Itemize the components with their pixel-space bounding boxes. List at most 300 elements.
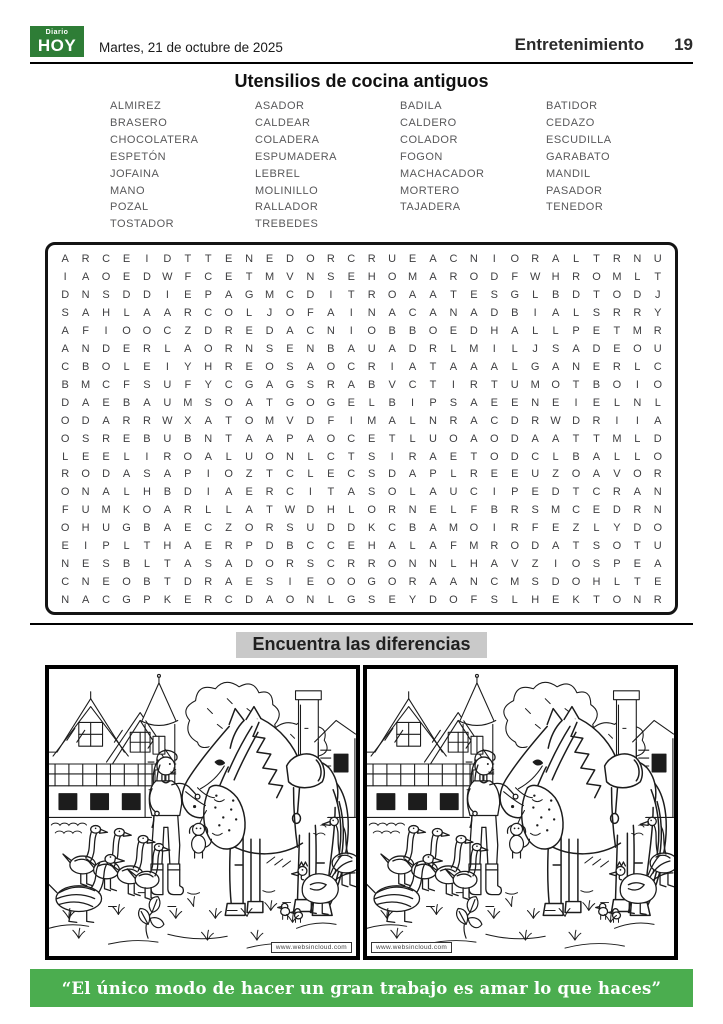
section-divider [30, 623, 693, 625]
grid-letter: D [245, 594, 254, 607]
grid-letter: F [470, 594, 478, 607]
grid-letter: B [511, 307, 519, 320]
grid-letter: H [367, 271, 376, 284]
grid-letter: E [61, 540, 69, 553]
grid-letter: N [306, 594, 315, 607]
logo-main-text: HOY [37, 36, 77, 55]
grid-letter: L [634, 360, 641, 373]
grid-letter: P [184, 468, 192, 481]
grid-letter: O [653, 378, 663, 391]
grid-letter: R [408, 450, 417, 463]
grid-letter: C [204, 307, 213, 320]
grid-letter: C [408, 307, 417, 320]
grid-letter: H [163, 540, 172, 553]
grid-letter: R [142, 414, 151, 427]
grid-letter: R [531, 253, 540, 266]
grid-letter: S [102, 558, 110, 571]
grid-letter: A [306, 360, 315, 373]
grid-letter: O [510, 540, 520, 553]
grid-letter: P [245, 540, 253, 553]
grid-letter: A [61, 324, 69, 337]
grid-letter: S [61, 307, 69, 320]
grid-letter: D [653, 432, 662, 445]
grid-letter: R [224, 360, 233, 373]
grid-letter: L [450, 558, 457, 571]
grid-letter: S [306, 558, 315, 571]
grid-letter: I [635, 414, 639, 427]
grid-letter: N [469, 253, 478, 266]
grid-letter: A [429, 289, 437, 302]
grid-letter: A [551, 307, 560, 320]
grid-letter: A [592, 450, 601, 463]
grid-letter: E [388, 594, 396, 607]
grid-letter: T [450, 289, 457, 302]
grid-letter: C [306, 324, 315, 337]
word-list-column [400, 98, 546, 233]
grid-letter: A [654, 414, 662, 427]
grid-letter: O [244, 414, 254, 427]
grid-letter: R [122, 414, 131, 427]
grid-letter: L [123, 360, 130, 373]
grid-letter: Y [613, 522, 621, 535]
grid-letter: C [326, 558, 335, 571]
grid-letter: O [551, 378, 560, 391]
grid-letter: R [653, 468, 662, 481]
grid-letter: I [329, 289, 333, 302]
grid-letter: I [533, 307, 537, 320]
grid-letter: L [552, 450, 559, 463]
grid-letter: S [368, 486, 376, 499]
word-list [30, 98, 693, 233]
grid-letter: C [102, 378, 111, 391]
grid-letter: S [490, 289, 498, 302]
grid-letter: R [633, 504, 642, 517]
grid-letter: A [470, 360, 478, 373]
word-item: BADILA [400, 100, 443, 112]
grid-letter: D [612, 504, 621, 517]
grid-letter: L [511, 594, 518, 607]
word-item: MACHACADOR [400, 167, 485, 180]
grid-letter: A [81, 396, 90, 409]
grid-letter: L [225, 450, 232, 463]
grid-letter: S [592, 540, 601, 553]
grid-letter: L [327, 594, 334, 607]
grid-letter: A [81, 594, 90, 607]
grid-letter: A [388, 307, 396, 320]
grid-letter: A [551, 360, 560, 373]
grid-letter: U [653, 253, 662, 266]
grid-letter: A [429, 307, 437, 320]
grid-letter: I [84, 540, 88, 553]
grid-letter: B [143, 522, 151, 535]
grid-letter: C [102, 253, 111, 266]
grid-letter: Z [531, 558, 539, 571]
word-item: TREBEDES [255, 218, 319, 231]
grid-letter: A [163, 468, 172, 481]
grid-letter: S [102, 289, 110, 302]
grid-letter: N [81, 289, 90, 302]
grid-letter: S [368, 450, 376, 463]
grid-letter: D [531, 540, 540, 553]
grid-letter: J [266, 307, 273, 320]
grid-letter: Z [225, 522, 233, 535]
grid-letter: U [531, 468, 540, 481]
grid-letter: C [224, 378, 233, 391]
grid-letter: D [265, 540, 274, 553]
grid-letter: E [368, 432, 376, 445]
grid-letter: E [184, 522, 192, 535]
grid-letter: E [81, 450, 90, 463]
grid-letter: K [122, 504, 131, 517]
grid-letter: M [632, 324, 642, 337]
grid-letter: T [266, 504, 273, 517]
grid-letter: N [81, 342, 90, 355]
grid-letter: Z [552, 468, 559, 481]
grid-letter: E [184, 289, 192, 302]
grid-letter: R [183, 504, 192, 517]
grid-letter: M [81, 378, 91, 391]
grid-letter: C [388, 522, 397, 535]
grid-letter: O [653, 522, 663, 535]
grid-letter: H [531, 594, 540, 607]
grid-letter: D [388, 468, 397, 481]
grid-letter: O [60, 414, 70, 427]
grid-letter: M [367, 414, 377, 427]
grid-letter: U [81, 504, 90, 517]
grid-letter: N [469, 576, 478, 589]
grid-letter: H [469, 558, 478, 571]
grid-letter: U [449, 486, 458, 499]
grid-letter: O [571, 576, 581, 589]
grid-letter: I [349, 414, 353, 427]
grid-letter: L [511, 342, 518, 355]
grid-letter: B [143, 432, 151, 445]
grid-letter: R [612, 360, 621, 373]
grid-letter: S [265, 576, 274, 589]
grid-letter: U [102, 522, 111, 535]
grid-letter: E [286, 342, 294, 355]
grid-letter: N [633, 253, 642, 266]
grid-letter: M [264, 271, 275, 284]
grid-letter: R [367, 558, 376, 571]
page-number: 19 [674, 35, 693, 54]
grid-letter: R [81, 253, 90, 266]
grid-letter: S [327, 271, 335, 284]
grid-letter: D [551, 486, 560, 499]
word-list-column [255, 98, 400, 233]
grid-letter: S [204, 558, 212, 571]
grid-letter: Y [654, 307, 662, 320]
grid-letter: D [347, 522, 356, 535]
grid-letter: A [429, 522, 437, 535]
grid-letter: A [265, 378, 274, 391]
grid-letter: M [612, 271, 622, 284]
grid-letter: D [490, 271, 499, 284]
grid-letter: R [653, 594, 662, 607]
grid-letter: A [163, 504, 172, 517]
grid-letter: N [367, 307, 376, 320]
grid-letter: U [388, 253, 397, 266]
grid-letter: B [122, 396, 131, 409]
grid-letter: D [204, 324, 213, 337]
grid-letter: L [348, 504, 355, 517]
grid-letter: C [531, 450, 540, 463]
grid-letter: H [81, 522, 90, 535]
grid-letter: S [306, 378, 315, 391]
grid-letter: O [633, 342, 642, 355]
grid-letter: I [63, 271, 67, 284]
grid-letter: S [143, 468, 151, 481]
grid-letter: D [286, 253, 294, 266]
grid-letter: S [265, 342, 274, 355]
word-item: GARABATO [546, 150, 611, 163]
grid-letter: G [122, 594, 131, 607]
grid-letter: H [551, 271, 560, 284]
grid-letter: O [326, 576, 336, 589]
grid-letter: M [264, 289, 275, 302]
grid-letter: D [551, 576, 560, 589]
grid-letter: I [492, 342, 496, 355]
grid-letter: L [409, 432, 416, 445]
word-item: BATIDOR [546, 100, 598, 112]
grid-letter: O [265, 450, 274, 463]
grid-letter: D [469, 324, 478, 337]
grid-letter: I [574, 396, 578, 409]
grid-letter: B [122, 558, 131, 571]
grid-letter: A [408, 289, 417, 302]
grid-letter: A [306, 432, 315, 445]
grid-letter: L [613, 450, 620, 463]
grid-letter: P [286, 432, 294, 445]
grid-letter: O [224, 468, 233, 481]
grid-letter: I [349, 307, 353, 320]
grid-letter: A [204, 414, 212, 427]
grid-letter: D [183, 486, 192, 499]
grid-letter: O [265, 558, 274, 571]
grid-letter: J [532, 342, 538, 355]
grid-letter: A [61, 253, 69, 266]
watermark-right-image: www.websincloud.com [371, 942, 452, 953]
grid-letter: B [408, 522, 417, 535]
grid-letter: E [122, 271, 131, 284]
grid-letter: N [408, 504, 417, 517]
grid-letter: S [286, 360, 294, 373]
grid-letter: U [245, 450, 254, 463]
grid-letter: E [531, 486, 539, 499]
grid-letter: E [551, 594, 560, 607]
grid-letter: A [408, 360, 417, 373]
grid-letter: O [612, 289, 622, 302]
grid-letter: R [592, 414, 601, 427]
grid-letter: C [61, 576, 70, 589]
word-item: COLADOR [400, 133, 458, 146]
grid-letter: R [612, 253, 621, 266]
grid-letter: C [490, 576, 499, 589]
grid-letter: L [368, 396, 375, 409]
differences-title: Encuentra las diferencias [236, 632, 486, 658]
grid-letter: D [306, 289, 315, 302]
grid-letter: O [490, 450, 499, 463]
grid-letter: G [510, 289, 520, 302]
grid-letter: B [163, 486, 172, 499]
grid-letter: T [593, 289, 600, 302]
grid-letter: D [633, 289, 642, 302]
grid-letter: I [492, 253, 496, 266]
grid-letter: P [511, 486, 519, 499]
grid-letter: R [183, 307, 192, 320]
grid-letter: O [612, 540, 622, 553]
grid-letter: A [265, 594, 274, 607]
grid-letter: H [367, 540, 376, 553]
grid-letter: A [470, 396, 478, 409]
grid-letter: A [81, 307, 90, 320]
grid-letter: D [408, 342, 417, 355]
grid-letter: M [469, 540, 479, 553]
grid-letter: A [225, 576, 233, 589]
grid-letter: O [122, 576, 131, 589]
grid-letter: A [347, 486, 355, 499]
grid-letter: L [613, 396, 620, 409]
grid-letter: I [145, 450, 149, 463]
grid-letter: T [593, 594, 600, 607]
grid-letter: T [572, 486, 580, 499]
grid-letter: E [102, 450, 110, 463]
grid-letter: A [429, 540, 437, 553]
grid-letter: D [163, 253, 172, 266]
grid-letter: L [450, 342, 457, 355]
wordsearch-grid-frame [45, 242, 678, 615]
grid-letter: A [184, 342, 192, 355]
grid-letter: F [61, 504, 69, 517]
grid-letter: A [163, 522, 172, 535]
grid-letter: E [592, 504, 601, 517]
grid-letter: B [592, 378, 601, 391]
grid-letter: N [449, 307, 458, 320]
grid-letter: E [245, 486, 253, 499]
grid-letter: N [245, 253, 254, 266]
grid-letter: C [592, 486, 601, 499]
grid-letter: A [163, 307, 172, 320]
grid-letter: R [449, 271, 458, 284]
grid-letter: A [225, 558, 233, 571]
grid-letter: S [143, 378, 151, 391]
grid-letter: L [532, 289, 539, 302]
grid-letter: U [429, 432, 437, 445]
grid-letter: E [143, 360, 151, 373]
word-item: RALLADOR [255, 201, 319, 214]
wordsearch-letter-grid [55, 250, 668, 606]
grid-letter: E [551, 522, 560, 535]
grid-letter: T [654, 271, 662, 284]
grid-letter: H [204, 360, 213, 373]
grid-letter: N [653, 486, 662, 499]
grid-letter: O [387, 271, 397, 284]
word-item: MANO [110, 184, 145, 197]
grid-letter: P [429, 468, 437, 481]
grid-letter: E [122, 342, 131, 355]
grid-letter: L [532, 324, 539, 337]
grid-letter: R [408, 576, 417, 589]
grid-letter: S [286, 522, 294, 535]
grid-letter: C [286, 289, 294, 302]
grid-letter: E [122, 253, 131, 266]
grid-letter: T [388, 432, 396, 445]
grid-letter: A [245, 432, 253, 445]
grid-letter: T [490, 378, 498, 391]
grid-letter: S [368, 468, 376, 481]
grid-letter: D [306, 504, 315, 517]
grid-letter: A [102, 486, 110, 499]
grid-letter: R [653, 324, 662, 337]
grid-letter: W [550, 414, 561, 427]
grid-letter: O [387, 558, 397, 571]
grid-letter: O [367, 324, 376, 337]
grid-letter: K [163, 594, 172, 607]
word-item: CALDERO [400, 116, 457, 129]
grid-letter: L [409, 414, 416, 427]
grid-letter: G [285, 396, 295, 409]
word-item: CHOCOLATERA [110, 133, 199, 146]
grid-letter: O [510, 253, 520, 266]
grid-letter: L [450, 504, 457, 517]
grid-letter: R [163, 450, 172, 463]
grid-letter: M [469, 342, 479, 355]
grid-letter: N [81, 486, 90, 499]
grid-letter: F [184, 378, 192, 391]
grid-letter: E [245, 324, 253, 337]
grid-letter: A [122, 468, 131, 481]
grid-letter: E [633, 558, 642, 571]
grid-letter: A [61, 342, 69, 355]
word-item: TOSTADOR [110, 218, 175, 231]
grid-letter: S [449, 396, 458, 409]
word-item: COLADERA [255, 133, 320, 146]
grid-letter: E [347, 396, 355, 409]
grid-letter: G [530, 360, 540, 373]
grid-letter: A [470, 432, 478, 445]
grid-letter: O [306, 396, 315, 409]
grid-letter: U [653, 342, 662, 355]
grid-letter: F [123, 378, 130, 391]
grid-letter: W [162, 414, 173, 427]
grid-letter: P [143, 594, 151, 607]
grid-letter: O [571, 558, 581, 571]
grid-letter: D [306, 414, 315, 427]
grid-letter: E [592, 360, 601, 373]
grid-letter: I [206, 468, 210, 481]
grid-letter: N [286, 450, 294, 463]
grid-letter: T [184, 253, 192, 266]
grid-letter: E [511, 396, 519, 409]
word-item: ESCUDILLA [546, 133, 612, 146]
grid-letter: M [101, 504, 111, 517]
grid-letter: U [306, 522, 315, 535]
grid-letter: O [592, 271, 601, 284]
grid-letter: A [143, 396, 151, 409]
grid-letter: A [184, 558, 192, 571]
grid-letter: S [592, 558, 601, 571]
grid-letter: R [469, 468, 478, 481]
grid-letter: O [653, 450, 663, 463]
grid-letter: T [613, 324, 621, 337]
grid-letter: R [367, 253, 376, 266]
grid-letter: B [408, 324, 417, 337]
grid-letter: L [123, 540, 130, 553]
grid-letter: O [326, 432, 336, 445]
grid-letter: L [62, 450, 69, 463]
grid-letter: O [387, 289, 397, 302]
grid-letter: O [367, 504, 376, 517]
